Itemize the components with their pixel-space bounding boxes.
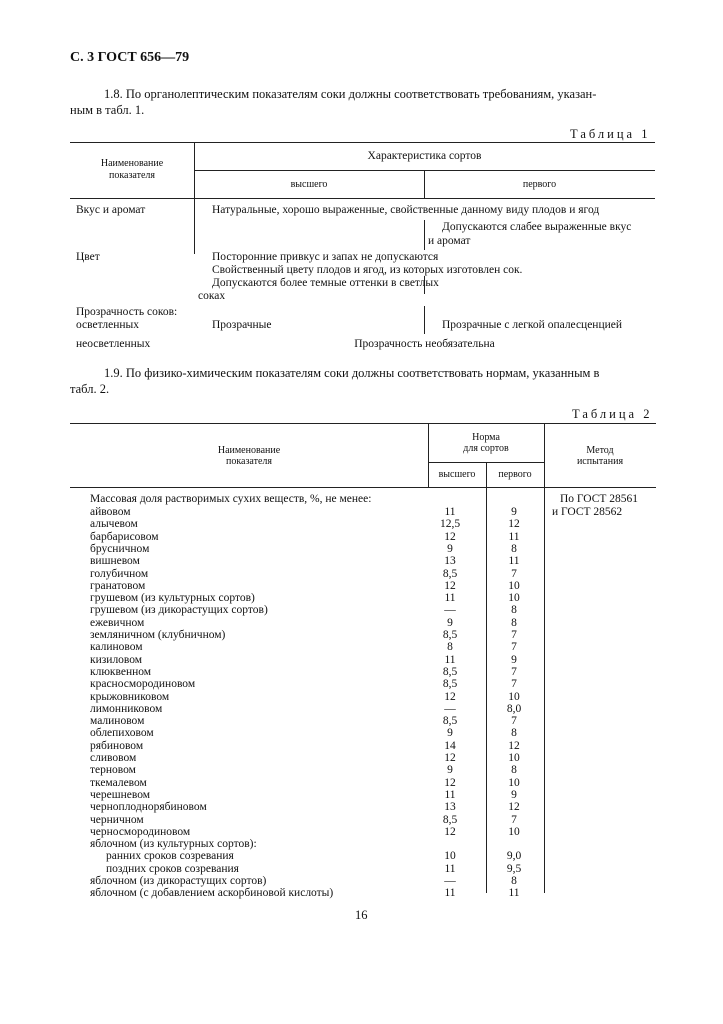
table-row-first-grade: 9: [511, 653, 517, 666]
table-row-label: клюквенном: [90, 665, 152, 678]
table-row-label: поздних сроков созревания: [106, 862, 239, 875]
table-row-top-grade: 12,5: [439, 518, 461, 531]
table-row-top-grade: 8: [447, 641, 453, 654]
table-row-label: яблочном (из культурных сортов):: [90, 838, 257, 851]
table-row-label: черносмородиновом: [90, 825, 191, 838]
table2-col-divider-grades: [486, 462, 487, 893]
table-row-label: ткемалевом: [90, 776, 147, 789]
table-row-first-grade: 7: [511, 813, 517, 826]
table-row-label: лимонниковом: [90, 702, 163, 715]
table-row-top-grade: —: [444, 604, 456, 617]
table-row-first-grade: 10: [508, 592, 520, 605]
table1-clarified-label: осветленных: [76, 319, 139, 331]
table-row-label: вишневом: [90, 555, 140, 568]
table-row-first-grade: 9,0: [506, 850, 522, 863]
table-row-top-grade: —: [444, 875, 456, 887]
table-row-top-grade: —: [444, 702, 456, 715]
table-row-label: крыжовниковом: [90, 690, 170, 703]
table1-head-name-1: Наименование: [100, 158, 164, 169]
table-row-first-grade: 11: [508, 530, 520, 543]
table-row-label: калиновом: [90, 641, 143, 654]
table-row-label: сливовом: [90, 752, 137, 764]
table-row-top-grade: 12: [444, 690, 456, 703]
table1-unclarified-label: неосветленных: [76, 338, 151, 350]
table-row-top-grade: 12: [444, 825, 456, 838]
table-row-label: брусничном: [90, 542, 150, 555]
table2-method-2: и ГОСТ 28562: [552, 506, 623, 518]
table-row-top-grade: 8,5: [442, 715, 458, 728]
table-row-top-grade: 12: [444, 530, 456, 543]
table-row-first-grade: 7: [511, 567, 517, 580]
page-number: 16: [355, 908, 368, 922]
table1-top-rule: [70, 142, 655, 143]
table-row-first-grade: 10: [508, 579, 520, 592]
table-row-label: ранних сроков созревания: [106, 850, 234, 863]
table1-taste-common: Натуральные, хорошо выраженные, свойственные данному виду плодов и ягод: [212, 204, 600, 216]
table-row-first-grade: 8: [511, 727, 517, 740]
table-row-label: черноплоднорябиновом: [90, 801, 207, 814]
table-row-top-grade: 11: [444, 653, 456, 666]
table-row-first-grade: 8: [511, 875, 517, 887]
table-row-top-grade: 13: [444, 555, 456, 568]
paragraph-1-8-line2: ным в табл. 1.: [70, 103, 145, 117]
table1-color-line1: Посторонние привкус и запах не допускаются: [212, 251, 439, 263]
table-row-top-grade: 11: [444, 862, 456, 875]
table1-color-label: Цвет: [76, 251, 100, 263]
table-row-label: барбарисовом: [90, 530, 159, 543]
paragraph-1-9-line1: 1.9. По физико-химическим показателям соки должны соответствовать нормам, указанным в: [104, 366, 600, 380]
table2-head-method-2: испытания: [576, 456, 624, 467]
table-row-first-grade: 8: [511, 764, 517, 777]
table1-clarity-label: Прозрачность соков:: [76, 306, 178, 318]
table1-color-line3: Допускаются более темные оттенки в светлых: [212, 277, 439, 289]
table-row-first-grade: 9,5: [506, 862, 522, 875]
table-row-first-grade: 8: [511, 542, 517, 555]
table1-head-name-2: показателя: [108, 170, 156, 181]
table1-col-divider-2d: [424, 306, 425, 334]
table2-method-1: По ГОСТ 28561: [560, 493, 639, 505]
table-row-top-grade: 12: [444, 579, 456, 592]
table2-caption: Таблица 2: [572, 407, 653, 421]
table-row-top-grade: 11: [444, 887, 456, 900]
table-row-label: облепиховом: [90, 727, 154, 740]
table-row-first-grade: 7: [511, 629, 517, 641]
table-row-top-grade: 8,5: [442, 629, 458, 641]
table-row-label: грушевом (из дикорастущих сортов): [90, 604, 268, 617]
table-row-first-grade: 10: [508, 776, 520, 789]
table-row-label: черешневом: [90, 788, 151, 801]
table2-col-divider-method: [544, 423, 545, 893]
table-row-top-grade: 12: [444, 752, 456, 764]
paragraph-1-8-line1: 1.8. По органолептическим показателям соки должны соответствовать требованиям, указан-: [104, 87, 597, 101]
table-row-label: голубичном: [90, 567, 149, 580]
table-row-first-grade: 8: [511, 604, 517, 617]
table-row-top-grade: 11: [444, 506, 456, 518]
table-row-top-grade: 9: [447, 542, 453, 555]
table-row-label: земляничном (клубничном): [90, 629, 226, 641]
table2-section-label: Массовая доля растворимых сухих веществ, %, не менее:: [90, 493, 372, 505]
table1-col-divider-2b: [424, 220, 425, 250]
table-row-label: терновом: [90, 764, 136, 777]
table2-head-norm-1: Норма: [472, 432, 500, 443]
table1-head-characteristics: Характеристика сортов: [367, 150, 482, 162]
table-row-label: ежевичном: [90, 616, 145, 629]
table-row-label: красносмородиновом: [90, 678, 196, 691]
table1-caption: Таблица 1: [570, 127, 651, 141]
table1-unclarified-value: Прозрачность необязательна: [354, 338, 495, 350]
table1-head-bottom-rule: [70, 198, 655, 199]
table-row-first-grade: 9: [511, 506, 517, 518]
table-row-label: черничном: [90, 813, 144, 826]
table-row-top-grade: 9: [447, 764, 453, 777]
table-row-first-grade: 7: [511, 665, 517, 678]
table-row-top-grade: 9: [447, 616, 453, 629]
table-row-first-grade: 7: [511, 678, 517, 691]
table2-head-bottom-rule: [70, 487, 656, 488]
table1-head-top-grade: высшего: [290, 179, 328, 190]
table-row-label: малиновом: [90, 715, 145, 728]
table-row-top-grade: 8,5: [442, 678, 458, 691]
table-row-first-grade: 11: [508, 555, 520, 568]
table-row-top-grade: 9: [447, 727, 453, 740]
table-row-top-grade: 13: [444, 801, 456, 814]
table2-head-name-2: показателя: [225, 456, 273, 467]
table-row-label: яблочном (с добавлением аскорбиновой кислоты): [90, 887, 334, 900]
table-row-label: кизиловом: [90, 653, 143, 666]
table-row-label: алычевом: [90, 518, 138, 531]
table1-color-line2: Свойственный цвету плодов и ягод, из которых изготовлен сок.: [212, 264, 523, 276]
table-row-first-grade: 12: [508, 801, 520, 814]
table-row-top-grade: 11: [444, 788, 456, 801]
table2-head-method-1: Метод: [586, 445, 614, 456]
table1-clarified-top: Прозрачные: [212, 319, 272, 331]
table-row-first-grade: 8: [511, 616, 517, 629]
table-row-first-grade: 12: [508, 518, 520, 531]
table-row-first-grade: 10: [508, 752, 520, 764]
page-header: С. 3 ГОСТ 656—79: [70, 50, 190, 65]
table-row-label: рябиновом: [90, 739, 144, 752]
table1-head-first-grade: первого: [522, 179, 557, 190]
table2-head-norm-2: для сортов: [463, 443, 509, 454]
table-row-label: яблочном (из дикорастущих сортов): [90, 875, 267, 887]
paragraph-1-9-line2: табл. 2.: [70, 382, 110, 396]
table2-top-rule: [70, 423, 656, 424]
table-row-first-grade: 7: [511, 641, 517, 654]
table-row-first-grade: 9: [511, 788, 517, 801]
table-row-top-grade: 10: [444, 850, 456, 863]
table1-taste-label: Вкус и аромат: [76, 204, 146, 216]
table-row-top-grade: 8,5: [442, 665, 458, 678]
table2-head-top-grade: высшего: [438, 469, 476, 480]
table1-taste-first-2: и аромат: [428, 235, 471, 247]
table-row-first-grade: 11: [508, 887, 520, 900]
table1-taste-first-1: Допускаются слабее выраженные вкус: [442, 221, 632, 233]
table-row-top-grade: 12: [444, 776, 456, 789]
table-row-first-grade: 12: [508, 739, 520, 752]
table-row-first-grade: 8,0: [506, 702, 522, 715]
table-row-top-grade: 11: [444, 592, 456, 605]
table-row-label: гранатовом: [90, 579, 146, 592]
table-row-first-grade: 7: [511, 715, 517, 728]
table-row-first-grade: 10: [508, 690, 520, 703]
table-row-top-grade: 14: [444, 739, 456, 752]
table-row-top-grade: 8,5: [442, 567, 458, 580]
table1-clarified-first: Прозрачные с легкой опалесценцией: [442, 319, 623, 331]
table2-head-name-1: Наименование: [217, 445, 281, 456]
table2-head-first-grade: первого: [498, 469, 532, 480]
table1-color-line4: соках: [198, 290, 226, 302]
table-row-label: грушевом (из культурных сортов): [90, 592, 255, 605]
table-row-top-grade: 8,5: [442, 813, 458, 826]
table-row-first-grade: 10: [508, 825, 520, 838]
table-row-label: айвовом: [90, 506, 131, 518]
